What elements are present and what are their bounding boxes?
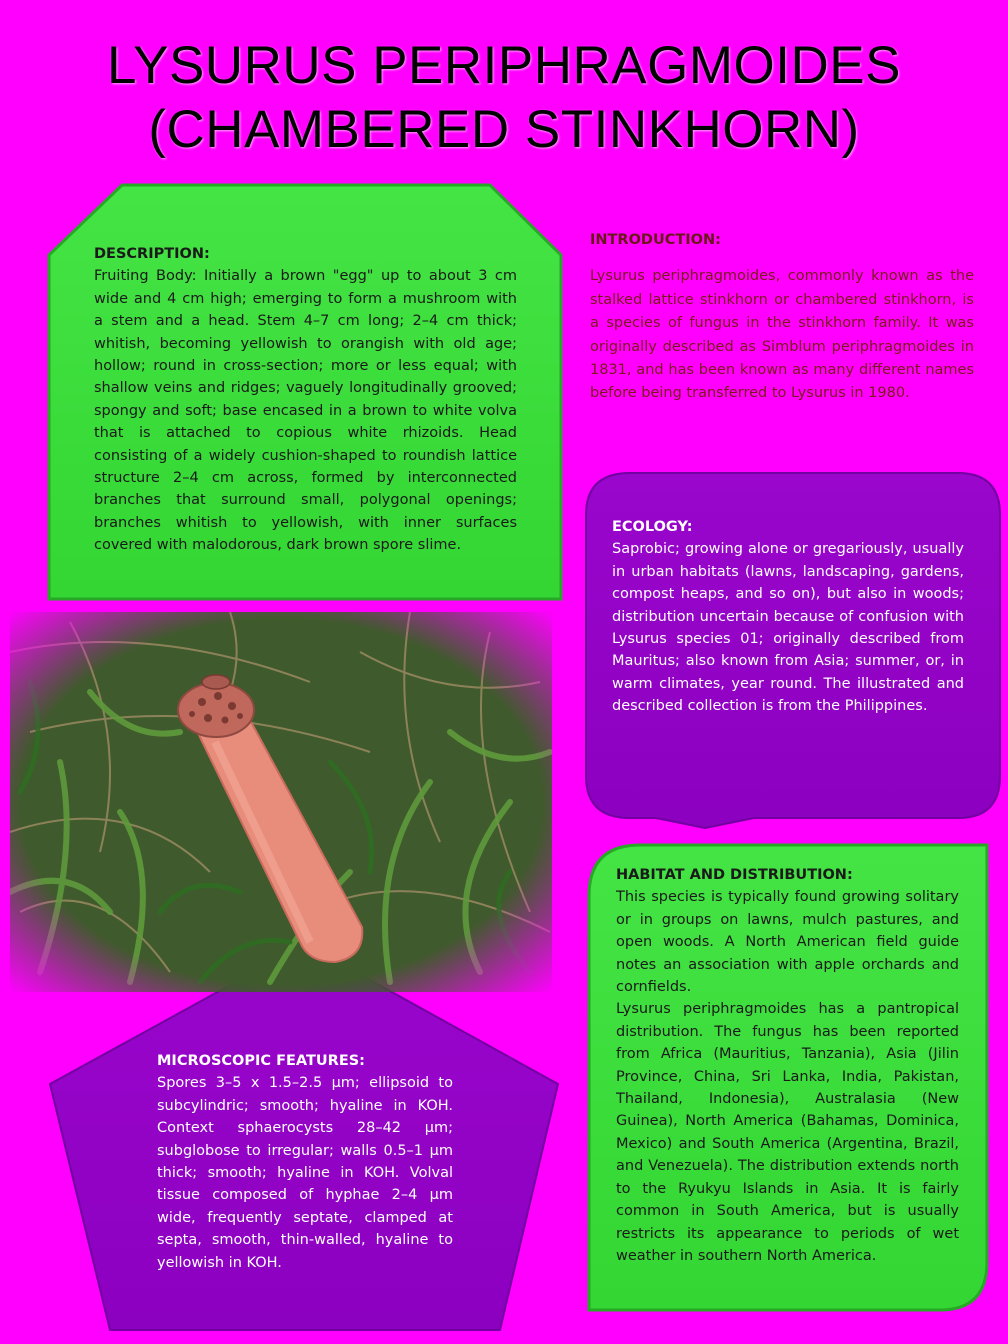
microscopic-section	[157, 1050, 453, 1274]
description-body: Fruiting Body: Initially a brown "egg" up to about 3 cm wide and 4 cm high; emerging to form a mushroom with a stem and a head. Stem 4–7 cm long; 2–4 cm thick; whitish, becoming yellowish to orangish with old age; hollow; round in cross-section; more or less equal; with shallow veins and ridges; vaguely longitudinally grooved; spongy and soft; base encased in a brown to white volva that is attached to copious white rhizoids. Head consisting of a widely cushion-shaped to roundish lattice structure 2–4 cm across, formed by interconnected branches that surround small, polygonal openings; branches whitish to yellowish, with inner surfaces covered with malodorous, dark brown spore slime.	[94, 268, 517, 554]
ecology-heading: ECOLOGY:	[612, 519, 693, 535]
title-line-1: LYSURUS PERIPHRAGMOIDES	[107, 36, 901, 95]
description-heading: DESCRIPTION:	[94, 246, 210, 262]
habitat-paragraph-2: Lysurus periphragmoides has a pantropical distribution. The fungus has been reported from Africa (Mauritius, Tanzania), Asia (Jilin Province, China, Sri Lanka, India, Pakistan, Thailand, Indonesia), Australasia (New Guinea), North America (Bahamas, Dominica, Mexico) and South America (Argentina, Brazil, and Venezuela). The distribution extends north to the Ryukyu Islands in Asia. It is fairly common in South America, but is usually restricts its appearance to periods of wet weather in southern North America.	[616, 1001, 959, 1264]
habitat-paragraph-1: This species is typically found growing solitary or in groups on lawns, mulch pastures, and open woods. A North American field guide notes an association with apple orchards and cornfields.	[616, 889, 959, 996]
microscopic-body: Spores 3–5 x 1.5–2.5 µm; ellipsoid to subcylindric; smooth; hyaline in KOH. Context sphaerocysts 28–42 µm; subglobose to irregular; walls 0.5–1 µm thick; smooth; hyaline in KOH. Volval tissue composed of hyphae 2–4 µm wide, frequently septate, clamped at septa, smooth, thin-walled, hyaline to yellowish in KOH.	[157, 1075, 453, 1271]
mushroom-photo-illustration	[10, 612, 552, 992]
habitat-heading: HABITAT AND DISTRIBUTION:	[616, 867, 853, 883]
habitat-section	[616, 864, 959, 1267]
ecology-body: Saprobic; growing alone or gregariously, usually in urban habitats (lawns, landscaping, gardens, compost heaps, and so on), but also in woods; distribution uncertain because of confusion with Lysurus species 01; originally described from Mauritus; also known from Asia; summer, or, in warm climates, year round. The illustrated and described collection is from the Philippines.	[612, 541, 964, 715]
microscopic-heading: MICROSCOPIC FEATURES:	[157, 1053, 365, 1069]
mushroom-photo	[10, 612, 552, 992]
introduction-section	[590, 229, 974, 406]
introduction-heading: INTRODUCTION:	[590, 232, 721, 248]
mushroom-head	[178, 683, 254, 737]
introduction-body: Lysurus periphragmoides, commonly known as the stalked lattice stinkhorn or chambered stinkhorn, is a species of fungus in the stinkhorn family. It was originally described as Simblum periphragmoides in 1831, and has been known as many different names before being transferred to Lysurus in 1980.	[590, 268, 974, 402]
title-line-2: (CHAMBERED STINKHORN)	[148, 100, 860, 159]
ecology-section	[612, 516, 964, 718]
description-section	[94, 243, 517, 557]
